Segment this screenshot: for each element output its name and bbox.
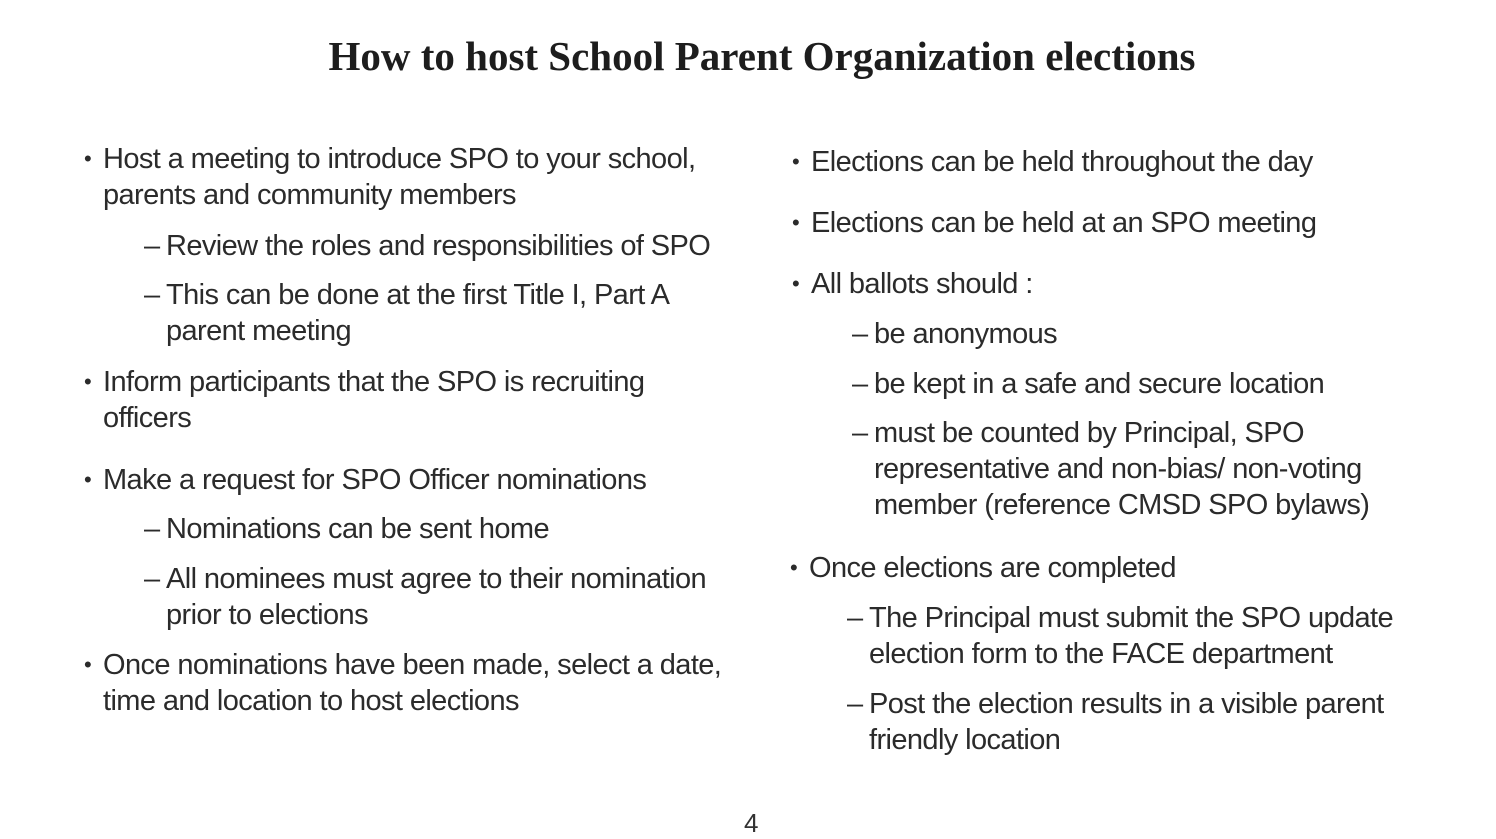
dash-icon: – <box>847 688 863 720</box>
bullet-icon: • <box>84 652 92 677</box>
page-title: How to host School Parent Organization elections <box>328 33 1196 79</box>
sub-bullet-item <box>144 277 684 349</box>
bullet-item <box>790 550 1410 586</box>
bullet-item <box>84 141 724 213</box>
bullet-item <box>84 364 684 436</box>
dash-icon: – <box>144 279 160 311</box>
sub-bullet-item <box>852 316 1412 352</box>
dash-icon: – <box>144 563 160 595</box>
bullet-text: Make a request for SPO Officer nominations <box>103 464 647 496</box>
dash-icon: – <box>852 417 868 449</box>
sub-bullet-item <box>847 686 1407 758</box>
bullet-item <box>84 647 734 719</box>
sub-bullet-text: Post the election results in a visible parent friendly location <box>869 688 1384 756</box>
bullet-item <box>792 205 1412 241</box>
sub-bullet-text: The Principal must submit the SPO update election form to the FACE department <box>869 602 1394 670</box>
bullet-icon: • <box>792 149 800 174</box>
sub-bullet-item <box>144 511 744 547</box>
dash-icon: – <box>847 602 863 634</box>
dash-icon: – <box>852 368 868 400</box>
page-number: 4 <box>744 808 759 838</box>
sub-bullet-item <box>144 561 734 633</box>
sub-bullet-text: Nominations can be sent home <box>166 513 549 545</box>
dash-icon: – <box>144 513 160 545</box>
bullet-icon: • <box>790 555 798 580</box>
bullet-text: Host a meeting to introduce SPO to your school, parents and community members <box>103 143 696 211</box>
bullet-text: All ballots should : <box>811 268 1033 300</box>
bullet-icon: • <box>84 467 92 492</box>
dash-icon: – <box>852 318 868 350</box>
dash-icon: – <box>144 230 160 262</box>
sub-bullet-text: All nominees must agree to their nomination prior to elections <box>166 563 706 631</box>
sub-bullet-text: be anonymous <box>874 318 1058 350</box>
bullet-icon: • <box>84 146 92 171</box>
bullet-item <box>792 266 1412 302</box>
bullet-text: Once nominations have been made, select a date, time and location to host elections <box>103 649 722 717</box>
sub-bullet-item <box>847 600 1407 672</box>
bullet-icon: • <box>84 369 92 394</box>
sub-bullet-text: Review the roles and responsibilities of SPO <box>166 230 711 262</box>
bullet-icon: • <box>792 271 800 296</box>
bullet-item <box>84 462 724 498</box>
bullet-text: Inform participants that the SPO is recruiting officers <box>103 366 645 434</box>
bullet-icon: • <box>792 210 800 235</box>
bullet-text: Once elections are completed <box>809 552 1176 584</box>
sub-bullet-item <box>144 228 744 264</box>
sub-bullet-item <box>852 366 1412 402</box>
sub-bullet-text: This can be done at the first Title I, Part A parent meeting <box>166 279 668 347</box>
bullet-item <box>792 144 1412 180</box>
bullet-text: Elections can be held throughout the day <box>811 146 1313 178</box>
bullet-text: Elections can be held at an SPO meeting <box>811 207 1317 239</box>
sub-bullet-text: be kept in a safe and secure location <box>874 368 1325 400</box>
sub-bullet-item <box>852 415 1382 523</box>
sub-bullet-text: must be counted by Principal, SPO representative and non-bias/ non-voting member (reference CMSD SPO bylaws) <box>874 417 1370 521</box>
